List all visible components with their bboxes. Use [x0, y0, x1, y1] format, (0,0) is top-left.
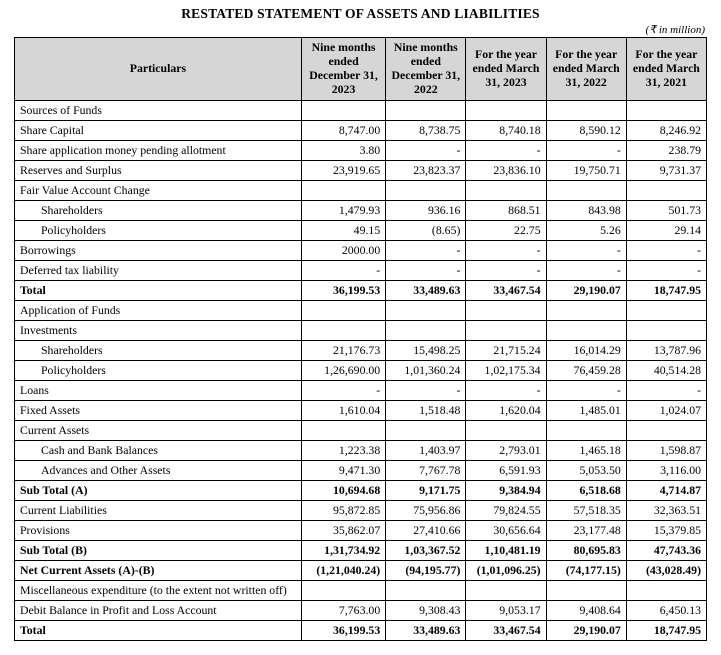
row-value: - [546, 241, 626, 261]
column-header-period: Nine months ended December 31, 2022 [386, 38, 466, 101]
column-header-period: For the year ended March 31, 2023 [466, 38, 546, 101]
row-value: (94,195.77) [386, 561, 466, 581]
row-value: 2,793.01 [466, 441, 546, 461]
table-row [15, 481, 707, 501]
row-value [466, 321, 546, 341]
row-label: Provisions [15, 521, 302, 541]
row-value [301, 421, 385, 441]
table-row [15, 581, 707, 601]
row-value: 40,514.28 [626, 361, 706, 381]
table-row [15, 221, 707, 241]
row-label: Sub Total (A) [15, 481, 302, 501]
row-value: - [386, 241, 466, 261]
row-value [546, 101, 626, 121]
row-value: 18,747.95 [626, 621, 706, 641]
row-value: - [466, 241, 546, 261]
row-value: 19,750.71 [546, 161, 626, 181]
row-value: 22.75 [466, 221, 546, 241]
row-value: 47,743.36 [626, 541, 706, 561]
row-value: 32,363.51 [626, 501, 706, 521]
row-label: Sub Total (B) [15, 541, 302, 561]
column-header-period: For the year ended March 31, 2022 [546, 38, 626, 101]
row-value: 1,598.87 [626, 441, 706, 461]
row-value [386, 181, 466, 201]
row-value: - [386, 261, 466, 281]
row-value [626, 301, 706, 321]
row-value: 1,620.04 [466, 401, 546, 421]
row-value: 1,465.18 [546, 441, 626, 461]
row-value: 8,590.12 [546, 121, 626, 141]
row-value: 1,10,481.19 [466, 541, 546, 561]
row-value: 10,694.68 [301, 481, 385, 501]
table-row [15, 241, 707, 261]
table-row [15, 301, 707, 321]
row-value: 29.14 [626, 221, 706, 241]
row-value: (1,01,096.25) [466, 561, 546, 581]
row-label: Share Capital [15, 121, 302, 141]
row-value: 21,715.24 [466, 341, 546, 361]
row-value: 8,740.18 [466, 121, 546, 141]
row-value: 76,459.28 [546, 361, 626, 381]
row-value: 3.80 [301, 141, 385, 161]
row-value: 936.16 [386, 201, 466, 221]
row-value: (1,21,040.24) [301, 561, 385, 581]
row-value: 1,479.93 [301, 201, 385, 221]
row-value: 23,836.10 [466, 161, 546, 181]
row-value: (8.65) [386, 221, 466, 241]
row-value: 15,379.85 [626, 521, 706, 541]
row-value: - [626, 241, 706, 261]
table-row [15, 381, 707, 401]
table-row [15, 541, 707, 561]
row-value: 29,190.07 [546, 281, 626, 301]
row-value: - [301, 261, 385, 281]
table-row [15, 201, 707, 221]
row-value: 75,956.86 [386, 501, 466, 521]
row-label: Loans [15, 381, 302, 401]
row-value: 868.51 [466, 201, 546, 221]
row-value [546, 301, 626, 321]
row-value: (74,177.15) [546, 561, 626, 581]
row-value: 1,024.07 [626, 401, 706, 421]
row-label: Reserves and Surplus [15, 161, 302, 181]
row-value: 80,695.83 [546, 541, 626, 561]
row-value: 7,763.00 [301, 601, 385, 621]
row-value: 238.79 [626, 141, 706, 161]
row-value: 1,485.01 [546, 401, 626, 421]
row-value [626, 101, 706, 121]
row-value: 8,747.00 [301, 121, 385, 141]
row-value [626, 581, 706, 601]
row-value [546, 421, 626, 441]
row-value: 9,308.43 [386, 601, 466, 621]
row-value: 1,223.38 [301, 441, 385, 461]
row-label: Net Current Assets (A)-(B) [15, 561, 302, 581]
row-value [466, 581, 546, 601]
row-value [301, 181, 385, 201]
row-value [546, 181, 626, 201]
row-label: Deferred tax liability [15, 261, 302, 281]
row-label: Total [15, 281, 302, 301]
row-value: 30,656.64 [466, 521, 546, 541]
row-label: Shareholders [15, 341, 302, 361]
row-value: 1,02,175.34 [466, 361, 546, 381]
row-label: Miscellaneous expenditure (to the extent not written off) [15, 581, 302, 601]
row-value: 23,919.65 [301, 161, 385, 181]
row-value: 95,872.85 [301, 501, 385, 521]
row-value: 29,190.07 [546, 621, 626, 641]
table-row [15, 621, 707, 641]
row-value: 1,31,734.92 [301, 541, 385, 561]
row-value: 6,591.93 [466, 461, 546, 481]
table-row [15, 561, 707, 581]
row-value: 5.26 [546, 221, 626, 241]
row-value [626, 181, 706, 201]
row-label: Policyholders [15, 361, 302, 381]
table-row [15, 441, 707, 461]
row-value: 33,467.54 [466, 621, 546, 641]
row-value: 6,518.68 [546, 481, 626, 501]
row-value: 33,489.63 [386, 281, 466, 301]
row-value: 35,862.07 [301, 521, 385, 541]
table-row [15, 341, 707, 361]
row-value [301, 321, 385, 341]
row-label: Total [15, 621, 302, 641]
table-head-row [15, 38, 707, 101]
row-value: 4,714.87 [626, 481, 706, 501]
row-label: Policyholders [15, 221, 302, 241]
row-value: 21,176.73 [301, 341, 385, 361]
row-value [301, 301, 385, 321]
row-value: - [626, 381, 706, 401]
row-value: - [546, 261, 626, 281]
table-row [15, 261, 707, 281]
row-value [386, 101, 466, 121]
table-row [15, 361, 707, 381]
row-value [386, 301, 466, 321]
row-label: Shareholders [15, 201, 302, 221]
table-row [15, 601, 707, 621]
row-value: 57,518.35 [546, 501, 626, 521]
row-value: 6,450.13 [626, 601, 706, 621]
row-value: 501.73 [626, 201, 706, 221]
row-label: Fixed Assets [15, 401, 302, 421]
row-value [546, 581, 626, 601]
row-value: 1,518.48 [386, 401, 466, 421]
table-row [15, 121, 707, 141]
table-row [15, 161, 707, 181]
row-value: 2000.00 [301, 241, 385, 261]
row-value: 33,489.63 [386, 621, 466, 641]
row-label: Debit Balance in Profit and Loss Account [15, 601, 302, 621]
row-label: Borrowings [15, 241, 302, 261]
row-value: 36,199.53 [301, 621, 385, 641]
row-value: 16,014.29 [546, 341, 626, 361]
table-row [15, 501, 707, 521]
row-value: 27,410.66 [386, 521, 466, 541]
table-row [15, 141, 707, 161]
row-value: - [466, 141, 546, 161]
row-label: Current Liabilities [15, 501, 302, 521]
row-label: Cash and Bank Balances [15, 441, 302, 461]
row-value: 9,053.17 [466, 601, 546, 621]
column-header-particulars: Particulars [15, 38, 302, 101]
row-value [386, 581, 466, 601]
row-value: 1,403.97 [386, 441, 466, 461]
row-value: 13,787.96 [626, 341, 706, 361]
row-label: Fair Value Account Change [15, 181, 302, 201]
column-header-period: Nine months ended December 31, 2023 [301, 38, 385, 101]
row-value: 9,384.94 [466, 481, 546, 501]
row-value [301, 101, 385, 121]
row-label: Sources of Funds [15, 101, 302, 121]
table-row [15, 421, 707, 441]
row-value: - [546, 381, 626, 401]
table-header [15, 38, 707, 101]
row-value [466, 101, 546, 121]
assets-liabilities-table [14, 37, 707, 641]
row-value: - [466, 381, 546, 401]
row-value: 8,738.75 [386, 121, 466, 141]
row-value: 9,471.30 [301, 461, 385, 481]
row-value [386, 421, 466, 441]
row-value [386, 321, 466, 341]
row-value: 23,823.37 [386, 161, 466, 181]
row-value [466, 421, 546, 441]
row-value: 9,171.75 [386, 481, 466, 501]
row-value: - [386, 381, 466, 401]
row-value: 23,177.48 [546, 521, 626, 541]
table-row [15, 321, 707, 341]
table-row [15, 101, 707, 121]
column-header-period: For the year ended March 31, 2021 [626, 38, 706, 101]
table-row [15, 181, 707, 201]
row-value: 36,199.53 [301, 281, 385, 301]
row-value [626, 321, 706, 341]
row-label: Current Assets [15, 421, 302, 441]
row-value: 9,408.64 [546, 601, 626, 621]
row-value: (43,028.49) [626, 561, 706, 581]
row-label: Advances and Other Assets [15, 461, 302, 481]
row-value: 1,01,360.24 [386, 361, 466, 381]
row-label: Application of Funds [15, 301, 302, 321]
row-value: 1,03,367.52 [386, 541, 466, 561]
table-row [15, 461, 707, 481]
row-value: 9,731.37 [626, 161, 706, 181]
row-value: 49.15 [301, 221, 385, 241]
row-value: 843.98 [546, 201, 626, 221]
row-value [466, 301, 546, 321]
row-value: 15,498.25 [386, 341, 466, 361]
row-value: 8,246.92 [626, 121, 706, 141]
row-value: - [626, 261, 706, 281]
row-value: - [466, 261, 546, 281]
row-value: 5,053.50 [546, 461, 626, 481]
table-row [15, 281, 707, 301]
row-value: 3,116.00 [626, 461, 706, 481]
row-label: Share application money pending allotment [15, 141, 302, 161]
row-value: - [546, 141, 626, 161]
row-value: 1,26,690.00 [301, 361, 385, 381]
row-value [301, 581, 385, 601]
row-value [626, 421, 706, 441]
row-value: 1,610.04 [301, 401, 385, 421]
row-value: 18,747.95 [626, 281, 706, 301]
row-value: - [301, 381, 385, 401]
row-value [466, 181, 546, 201]
table-row [15, 401, 707, 421]
table-row [15, 521, 707, 541]
currency-unit-note: (₹ in million) [645, 24, 705, 36]
table-body [15, 101, 707, 641]
row-value: 33,467.54 [466, 281, 546, 301]
row-label: Investments [15, 321, 302, 341]
row-value: 79,824.55 [466, 501, 546, 521]
page-title: RESTATED STATEMENT OF ASSETS AND LIABILITIES [181, 6, 540, 21]
row-value: - [386, 141, 466, 161]
row-value: 7,767.78 [386, 461, 466, 481]
row-value [546, 321, 626, 341]
